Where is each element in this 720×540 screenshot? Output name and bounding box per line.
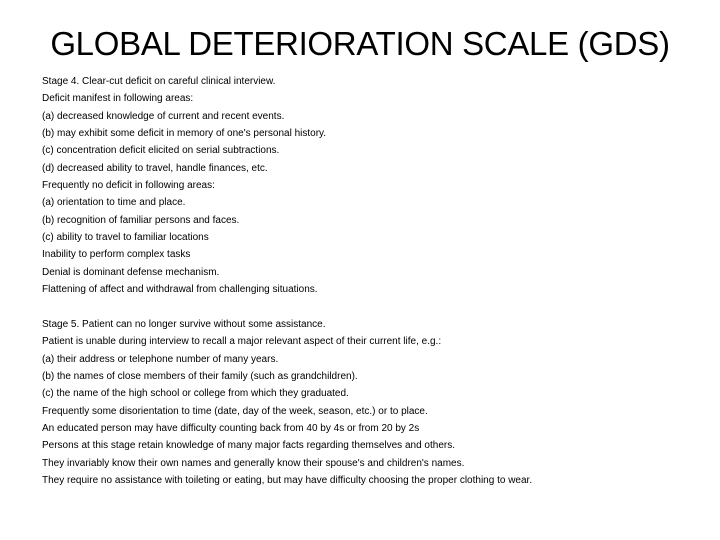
stage-5-heading: Stage 5. Patient can no longer survive without some assistance. (42, 319, 326, 330)
text-line: Deficit manifest in following areas: (42, 93, 194, 105)
text-line: Patient is unable during interview to recall a major relevant aspect of their current life, e.g.: (42, 336, 442, 348)
text-line: An educated person may have difficulty counting back from 40 by 4s or from 20 by 2s (42, 423, 420, 435)
text-line: (b) may exhibit some deficit in memory of one's personal history. (42, 128, 327, 140)
stage-4-heading: Stage 4. Clear-cut deficit on careful clinical interview. (42, 76, 276, 87)
text-line: Frequently no deficit in following areas: (42, 180, 215, 192)
text-line: (a) their address or telephone number of many years. (42, 353, 279, 365)
text-line: Flattening of affect and withdrawal from challenging situations. (42, 284, 318, 296)
text-line: (b) recognition of familiar persons and faces. (42, 214, 240, 226)
text-line: They invariably know their own names and generally know their spouse's and children's names. (42, 457, 465, 469)
page-title: GLOBAL DETERIORATION SCALE (GDS) (50, 25, 670, 62)
text-line: (c) ability to travel to familiar locations (42, 232, 209, 244)
text-line: Persons at this stage retain knowledge of many major facts regarding themselves and others. (42, 440, 455, 452)
text-line: (c) the name of the high school or college from which they graduated. (42, 388, 349, 400)
text-line: (a) decreased knowledge of current and recent events. (42, 110, 285, 122)
text-line: Denial is dominant defense mechanism. (42, 266, 220, 278)
text-line: They require no assistance with toileting or eating, but may have difficulty choosing the proper clothing to wear. (42, 475, 533, 487)
text-line: Frequently some disorientation to time (date, day of the week, season, etc.) or to place. (42, 405, 428, 417)
text-line: (a) orientation to time and place. (42, 197, 186, 209)
stage-4-section (42, 73, 702, 298)
text-line: (d) decreased ability to travel, handle finances, etc. (42, 162, 268, 174)
text-line: (c) concentration deficit elicited on serial subtractions. (42, 145, 280, 157)
stage-5-section (42, 316, 702, 489)
text-line: (b) the names of close members of their family (such as grandchildren). (42, 371, 358, 383)
text-line: Inability to perform complex tasks (42, 249, 191, 261)
